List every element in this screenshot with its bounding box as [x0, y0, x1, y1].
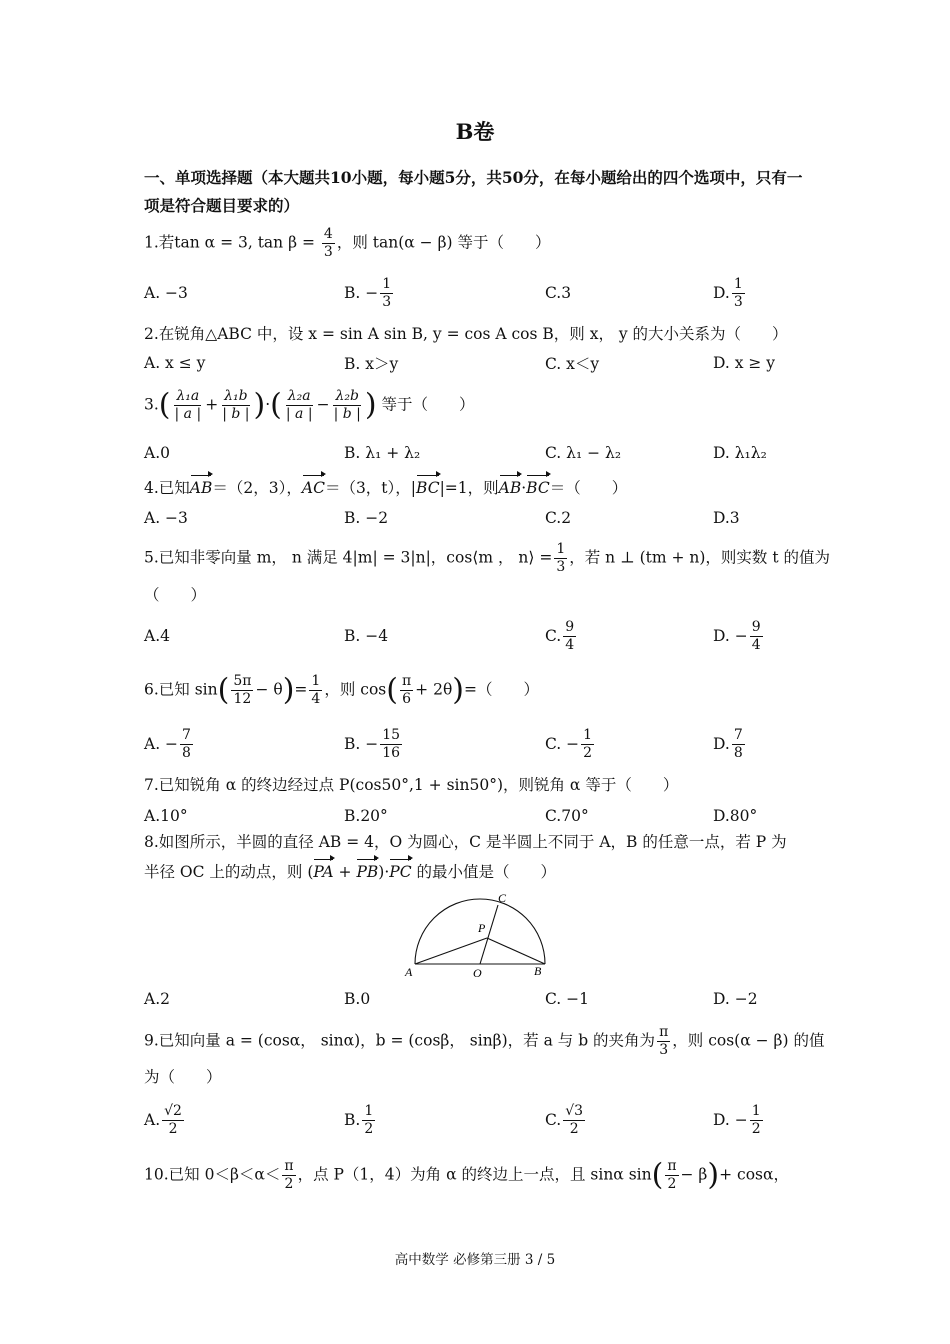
q8-vector-pc: PC [389, 858, 411, 886]
q9-option-b-frac [362, 1103, 375, 1138]
q9-option-c[interactable] [545, 1100, 587, 1140]
q4-text-1: 4.已知 [144, 479, 190, 497]
q1-option-d[interactable] [713, 273, 747, 313]
question-9 [144, 1024, 825, 1059]
q9-od-num: 1 [751, 1102, 761, 1119]
q5-oc-den: 4 [565, 636, 575, 653]
q5-od-num: 9 [751, 618, 761, 635]
q4-text-5: ＝（ ） [549, 479, 628, 497]
question-3: 3.( $\frac{\text{λ₁a}}{| a |}$ + $\frac{\text{λ₁b}}{| b |}$ )·( $\frac{\text{λ₂a}}{| a |}$ − $\frac{\text{λ₂b}}{| b |}$ ) 等于（ ） [144, 387, 475, 423]
q6-f2-den: 4 [311, 691, 321, 707]
q6-od-den: 8 [733, 744, 743, 761]
label-a: A [405, 965, 413, 979]
q3-f1-num: λ₁a [176, 388, 200, 404]
q3-suffix: 等于（ ） [381, 395, 475, 414]
q9-frac-den: 3 [659, 1042, 669, 1058]
q4-vector-bc: BC [416, 474, 440, 502]
q4-option-c[interactable] [545, 498, 571, 538]
question-7: 7.已知锐角 α 的终边经过点 P(cos50°,1 + sin50°)，则锐角 α 等于（ ） [144, 776, 679, 794]
q7-option-c-text: C.70° [545, 807, 589, 825]
q3-f4-num: λ₂b [335, 388, 359, 404]
q6-option-b[interactable] [344, 724, 404, 764]
q10-paren: ) [707, 1157, 720, 1193]
q6-od-num: 7 [733, 726, 743, 743]
q6-frac-2 [309, 673, 322, 708]
q6-ob-den: 16 [382, 744, 401, 761]
question-1 [144, 226, 814, 261]
q3-f4-den: | b | [333, 406, 361, 422]
q2-option-a[interactable] [144, 343, 205, 383]
q4-dot: · [521, 479, 527, 497]
q3-option-b-text: B. λ₁ + λ₂ [344, 444, 421, 462]
q8-option-c-text: C. −1 [545, 990, 590, 1008]
q3-option-d[interactable] [713, 433, 767, 473]
q1-od-num: 1 [733, 275, 743, 292]
q3-options [144, 433, 814, 473]
q5-option-d-frac [750, 619, 763, 654]
q6-paren: ( [386, 672, 398, 708]
q1-frac-den: 3 [323, 244, 333, 260]
q1-option-c[interactable] [545, 273, 571, 313]
q6-paren: ) [282, 672, 295, 708]
q6-option-a[interactable] [144, 724, 195, 764]
q6-option-c-frac [581, 727, 594, 762]
q6-text-2: − θ [255, 680, 283, 699]
q10-f2-den: 2 [667, 1176, 677, 1192]
question-5 [144, 541, 831, 576]
q6-paren: ) [452, 672, 464, 708]
q4-vector-ac: AC [302, 474, 325, 502]
q6-frac-1 [231, 673, 253, 708]
q6-f1-num: 5π [233, 673, 252, 689]
q3-f2-den: | b | [222, 406, 250, 422]
q8-plus: + [333, 863, 357, 881]
q9-option-a-frac [162, 1103, 184, 1138]
question-6 [144, 673, 814, 708]
q6-oc-den: 2 [583, 744, 593, 761]
q6-frac-3 [400, 673, 413, 708]
q3-f2-num: λ₁b [224, 388, 248, 404]
q8-option-b[interactable] [344, 979, 370, 1019]
q1-option-a-text: A. −3 [144, 284, 188, 302]
q8-line-2 [144, 858, 814, 886]
q10-frac-1 [282, 1158, 295, 1193]
q9-oc-den: 2 [569, 1120, 579, 1137]
q5-option-b[interactable] [344, 616, 388, 656]
q6-option-b-frac [380, 727, 402, 762]
q6-f2-num: 1 [311, 673, 321, 689]
question-10 [144, 1158, 814, 1193]
segment-pb [487, 938, 545, 964]
q10-f1-den: 2 [284, 1176, 294, 1192]
q8-text-1: 半径 OC 上的动点，则 ( [144, 863, 314, 881]
q3-f3-num: λ₂a [287, 388, 311, 404]
q5-text-2: ，若 n ⊥ (tm + n)，则实数 t 的值为 [569, 548, 831, 567]
q9-text-1: 9.已知向量 a = (cosα， sinα)，b = (cosβ， sinβ)，若 a 与 b 的夹角为 [144, 1031, 656, 1050]
q4-text-4: |=1，则 [439, 479, 499, 497]
q10-f1-num: π [284, 1158, 294, 1174]
q3-frac-2 [220, 388, 251, 423]
q4-options [144, 498, 814, 538]
q9-option-b-text: B. [344, 1111, 361, 1129]
q5-option-b-text: B. −4 [344, 627, 389, 645]
q6-f3-num: π [401, 673, 412, 689]
q8-vector-pb: PB [356, 858, 378, 886]
segment-pa [415, 938, 487, 964]
q4-option-c-text: C.2 [545, 509, 572, 527]
q2-option-b-text: B. x＞y [344, 355, 399, 373]
q9-text-2: ，则 cos(α − β) 的值 [672, 1031, 825, 1050]
q9-option-d[interactable] [713, 1100, 765, 1140]
q10-text-1: 10.已知 0＜β＜α＜ [144, 1165, 281, 1184]
q1-option-a[interactable] [144, 273, 188, 313]
q3-paren: ) [253, 387, 266, 423]
q6-text-4: ，则 cos [324, 680, 387, 699]
q9-od-den: 2 [751, 1120, 761, 1137]
q9-ob-num: 1 [364, 1102, 374, 1119]
q4-option-b-text: B. −2 [344, 509, 389, 527]
q6-option-d-text: D. [713, 735, 730, 753]
label-b: B [534, 964, 542, 978]
q6-text-6: =（ ） [464, 680, 539, 699]
q6-oc-num: 1 [583, 726, 593, 743]
q10-text-3: − β [680, 1165, 708, 1184]
q5-option-d[interactable] [713, 616, 765, 656]
q1-od-den: 3 [733, 293, 743, 310]
q7-option-d-text: D.80° [713, 807, 758, 825]
q4-option-d-text: D.3 [713, 509, 740, 527]
q10-f2-num: π [667, 1158, 677, 1174]
q3-option-d-text: D. λ₁λ₂ [713, 444, 767, 462]
q6-text-5: + 2θ [415, 680, 453, 699]
q4-option-d[interactable] [713, 498, 740, 538]
q3-paren: ( [270, 387, 282, 423]
q5-option-a-text: A.4 [144, 627, 170, 645]
q2-option-c-text: C. x＜y [545, 355, 600, 373]
q5-option-c-text: C. [545, 627, 562, 645]
q6-option-a-frac [180, 727, 193, 762]
q1-frac-num: 4 [323, 226, 333, 242]
q1-option-b-frac [380, 276, 393, 311]
q1-prefix: 1.若 [144, 233, 175, 252]
q10-text-2: ，点 P（1，4）为角 α 的终边上一点，且 sinα sin [297, 1165, 652, 1184]
q10-paren: ( [651, 1157, 664, 1193]
q1-options [144, 273, 814, 313]
q6-paren: ( [217, 672, 230, 708]
q5-frac-num: 1 [556, 541, 566, 557]
q1-ob-den: 3 [382, 293, 392, 310]
page-title: B卷 [455, 119, 495, 144]
q8-option-d-text: D. −2 [713, 990, 758, 1008]
q6-option-a-text: A. − [144, 735, 179, 753]
q3-frac-4 [332, 388, 363, 423]
q9-options [144, 1100, 814, 1140]
q9-option-d-text: D. − [713, 1111, 748, 1129]
q3-f3-den: | a | [285, 406, 313, 422]
question-8: 8.如图所示，半圆的直径 AB = 4，O 为圆心，C 是半圆上不同于 A，B 的任意一点，若 P 为 [144, 833, 787, 851]
q8-option-d[interactable] [713, 979, 758, 1019]
q2-options [144, 343, 814, 383]
question-2: 2.在锐角△ABC 中，设 x = sin A sin B, y = cos A cos B，则 x， y 的大小关系为（ ） [144, 325, 788, 343]
q1-option-d-text: D. [713, 284, 730, 302]
q3-option-c-text: C. λ₁ − λ₂ [545, 444, 622, 462]
q3-frac-3 [284, 388, 315, 423]
q1-option-b[interactable] [344, 273, 395, 313]
q9-option-c-frac [563, 1103, 585, 1138]
q9-option-b[interactable] [344, 1100, 377, 1140]
q1-ob-num: 1 [382, 275, 392, 292]
q4-option-b[interactable] [344, 498, 388, 538]
q6-option-b-text: B. − [344, 735, 379, 753]
q3-option-a-text: A.0 [144, 444, 170, 462]
q5-option-c[interactable] [545, 616, 578, 656]
q8-option-c[interactable] [545, 979, 589, 1019]
q5-line-2: （ ） [144, 586, 207, 604]
q7-option-a-text: A.10° [144, 807, 188, 825]
q6-options [144, 724, 814, 764]
q8-option-a[interactable] [144, 979, 170, 1019]
q5-option-d-text: D. − [713, 627, 748, 645]
q6-option-c-text: C. − [545, 735, 580, 753]
q6-text-3: = [294, 680, 308, 699]
label-p: P [478, 921, 486, 935]
q5-oc-num: 9 [565, 618, 575, 635]
q2-option-d[interactable] [713, 343, 775, 383]
q10-frac-2 [665, 1158, 678, 1193]
page-footer: 高中数学 必修第三册 3 / 5 [394, 1252, 556, 1268]
q5-frac-den: 3 [556, 559, 566, 575]
q1-stem-b: ，则 tan(α − β) 等于（ ） [336, 233, 551, 252]
q1-option-d-frac [732, 276, 745, 311]
q2-option-a-text: A. x ≤ y [144, 354, 206, 372]
semicircle-figure [402, 891, 562, 981]
q1-option-b-text: B. − [344, 284, 379, 302]
q6-option-d[interactable] [713, 724, 747, 764]
q9-option-d-frac [750, 1103, 763, 1138]
q1-stem-a: tan α = 3, tan β = [174, 233, 315, 252]
q5-options [144, 616, 814, 656]
q4-option-a-text: A. −3 [144, 509, 188, 527]
q4-vector-ab: AB [190, 474, 213, 502]
q1-option-c-text: C.3 [545, 284, 572, 302]
q5-fraction [554, 541, 567, 576]
q9-oc-num: √3 [565, 1102, 584, 1119]
q10-text-4: + cosα， [719, 1165, 789, 1184]
q8-option-a-text: A.2 [144, 990, 170, 1008]
q3-f1-den: | a | [174, 406, 202, 422]
q8-options [144, 979, 814, 1019]
q4-text-3: ＝（3，t），| [324, 479, 417, 497]
q9-option-a[interactable] [144, 1100, 186, 1140]
q9-oa-num: √2 [164, 1102, 182, 1119]
q5-od-den: 4 [751, 636, 761, 653]
q4-option-a[interactable] [144, 498, 188, 538]
q9-option-a-text: A. [144, 1111, 161, 1129]
q3-paren: ) [364, 387, 377, 423]
label-c: C [498, 891, 507, 905]
q8-text-3: 的最小值是（ ） [411, 863, 556, 881]
q1-fraction [322, 226, 335, 261]
q9-oa-den: 2 [168, 1120, 178, 1137]
q5-text-1: 5.已知非零向量 m， n 满足 4|m| = 3|n|，cos⟨m ， n⟩ = [144, 548, 553, 567]
q6-ob-num: 15 [382, 726, 401, 743]
q9-frac-num: π [659, 1024, 669, 1040]
q4-vector-ab-2: AB [499, 474, 522, 502]
q6-text-1: 6.已知 sin [144, 680, 218, 699]
label-o: O [473, 966, 482, 980]
q3-frac-1 [173, 388, 204, 423]
section-heading: 一、单项选择题（本大题共10小题，每小题5分，共50分，在每小题给出的四个选项中，只有一项是符合题目要求的） [144, 168, 803, 215]
q2-option-b[interactable] [344, 343, 398, 383]
q9-option-c-text: C. [545, 1111, 562, 1129]
q9-ob-den: 2 [364, 1120, 374, 1137]
q3-option-b[interactable] [344, 433, 420, 473]
q3-option-a[interactable] [144, 433, 170, 473]
q8-text-2: )· [378, 863, 390, 881]
q6-option-c[interactable] [545, 724, 596, 764]
q6-f3-den: 6 [402, 691, 412, 707]
q8-vector-pa: PA [313, 858, 333, 886]
q7-option-b-text: B.20° [344, 807, 388, 825]
q2-option-d-text: D. x ≥ y [713, 354, 776, 372]
q5-option-c-frac [563, 619, 576, 654]
q6-oa-num: 7 [182, 726, 191, 743]
q6-option-d-frac [732, 727, 745, 762]
q9-fraction [657, 1024, 670, 1059]
q3-prefix: 3. [144, 395, 159, 414]
q8-option-b-text: B.0 [344, 990, 371, 1008]
q6-oa-den: 8 [182, 744, 191, 761]
q3-paren: ( [158, 387, 171, 423]
q2-option-c[interactable] [545, 343, 599, 383]
q3-option-c[interactable] [545, 433, 621, 473]
q9-line-2: 为（ ） [144, 1068, 222, 1086]
q5-option-a[interactable] [144, 616, 170, 656]
q6-f1-den: 12 [233, 691, 252, 707]
q4-text-2: ＝（2，3）， [212, 479, 302, 497]
q4-vector-bc-2: BC [526, 474, 550, 502]
